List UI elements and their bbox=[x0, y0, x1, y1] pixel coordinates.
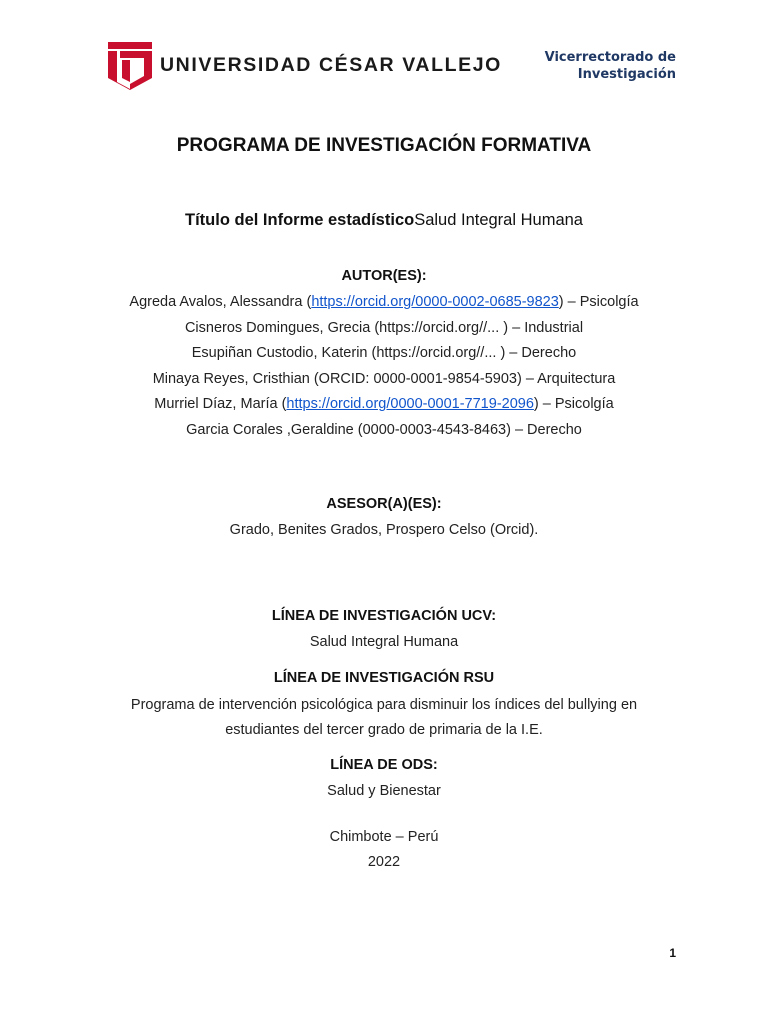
ods-value: Salud y Bienestar bbox=[327, 783, 441, 799]
authors-heading: AUTOR(ES): bbox=[341, 268, 427, 284]
page-title: PROGRAMA DE INVESTIGACIÓN FORMATIVA bbox=[176, 135, 592, 156]
line-rsu-heading: LÍNEA DE INVESTIGACIÓN RSU bbox=[273, 670, 495, 686]
advisor-heading: ASESOR(A)(ES): bbox=[326, 496, 442, 512]
author-text: Esupiñan Custodio, Katerin (https://orcid.org//... ) – Derecho bbox=[191, 345, 577, 361]
author-line bbox=[0, 320, 768, 336]
author-text: Cisneros Domingues, Grecia (https://orcid.org//... ) – Industrial bbox=[184, 320, 584, 336]
author-text: Murriel Díaz, María ( bbox=[154, 396, 287, 412]
year: 2022 bbox=[367, 854, 401, 870]
ods-heading: LÍNEA DE ODS: bbox=[330, 757, 438, 773]
advisor-name: Grado, Benites Grados, Prospero Celso (Orcid). bbox=[229, 522, 539, 538]
author-text: Garcia Corales ,Geraldine (0000-0003-4543-8463) – Derecho bbox=[186, 422, 582, 438]
report-title-label: Título del Informe estadístico bbox=[185, 211, 415, 229]
author-line bbox=[0, 345, 768, 361]
author-orcid-link[interactable]: https://orcid.org/0000-0002-0685-9823 bbox=[311, 294, 559, 310]
line-rsu-value-1: Programa de intervención psicológica para disminuir los índices del bullying en bbox=[130, 697, 638, 713]
vice-line-1: Vicerrectorado de bbox=[544, 50, 676, 65]
author-orcid-link[interactable]: https://orcid.org/0000-0001-7719-2096 bbox=[286, 396, 534, 412]
author-line bbox=[0, 371, 768, 387]
report-title-value: Salud Integral Humana bbox=[414, 211, 583, 229]
line-ucv-value: Salud Integral Humana bbox=[309, 634, 459, 650]
vice-line-2: Investigación bbox=[577, 67, 676, 82]
author-text: ) – Psicolgía bbox=[533, 396, 614, 412]
author-text: Minaya Reyes, Cristhian (ORCID: 0000-0001-9854-5903) – Arquitectura bbox=[152, 371, 616, 387]
author-line bbox=[0, 422, 768, 438]
author-line bbox=[0, 396, 768, 412]
university-shield-icon bbox=[108, 42, 152, 90]
place: Chimbote – Perú bbox=[329, 829, 439, 845]
vice-rectorate-label bbox=[545, 49, 676, 83]
author-text: ) – Psicolgía bbox=[558, 294, 639, 310]
author-text: Agreda Avalos, Alessandra ( bbox=[129, 294, 312, 310]
university-logo bbox=[108, 42, 502, 92]
report-title bbox=[0, 211, 768, 230]
line-ucv-heading: LÍNEA DE INVESTIGACIÓN UCV: bbox=[271, 608, 497, 624]
line-rsu-value-2: estudiantes del tercer grado de primaria de la I.E. bbox=[225, 722, 543, 738]
university-name: UNIVERSIDAD CÉSAR VALLEJO bbox=[160, 54, 502, 76]
page-number: 1 bbox=[669, 946, 676, 960]
author-line bbox=[0, 294, 768, 310]
